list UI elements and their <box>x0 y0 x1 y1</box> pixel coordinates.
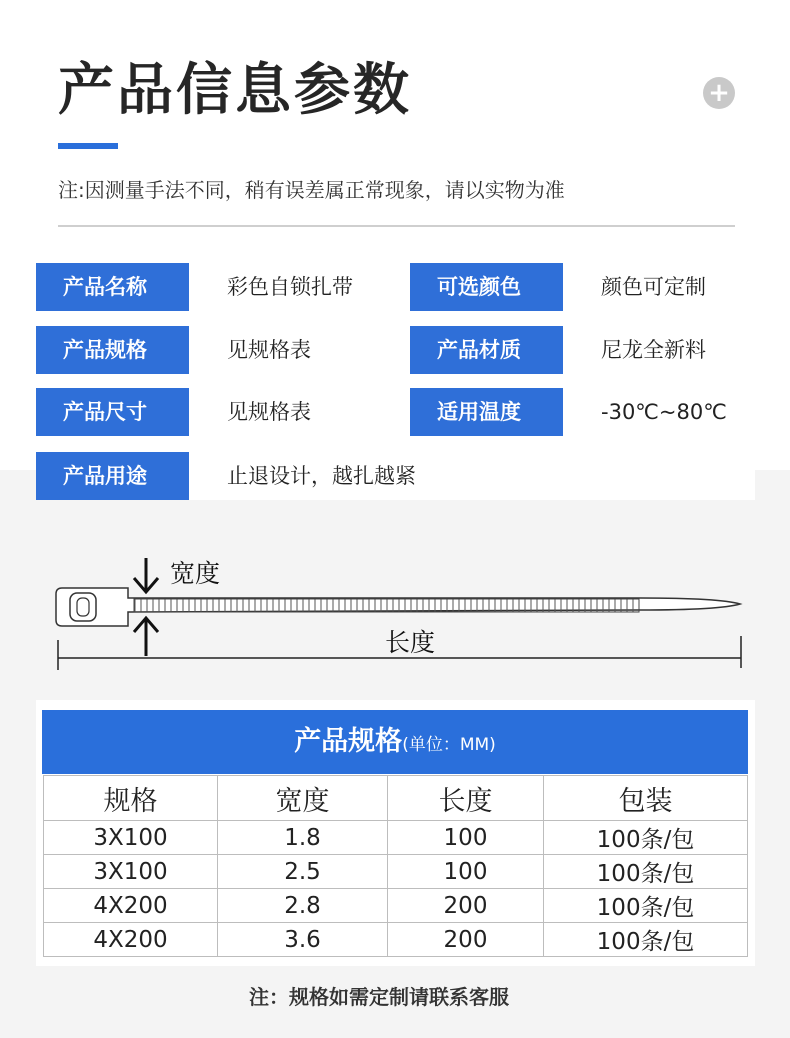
info-label-name: 产品名称 <box>36 263 189 311</box>
spec-table-title: 产品规格 <box>294 726 403 757</box>
column-header-width: 宽度 <box>218 776 388 821</box>
cable-tie-icon <box>56 588 740 626</box>
spec-table-header <box>42 710 748 774</box>
cell-width: 3.6 <box>218 923 388 957</box>
table-row <box>44 821 748 855</box>
page-title: 产品信息参数 <box>58 58 412 123</box>
customization-note: 注：规格如需定制请联系客服 <box>249 985 509 1009</box>
column-header-package: 包装 <box>544 776 748 821</box>
cell-spec: 3X100 <box>44 821 218 855</box>
cable-tie-diagram <box>0 540 790 690</box>
info-value-temperature: -30℃~80℃ <box>563 388 755 436</box>
spec-grid <box>43 775 748 957</box>
title-underline <box>58 143 118 149</box>
cell-length: 200 <box>388 889 544 923</box>
cell-package: 100条/包 <box>544 855 748 889</box>
table-row <box>44 923 748 957</box>
table-header-row <box>44 776 748 821</box>
table-row <box>44 889 748 923</box>
cell-spec: 4X200 <box>44 923 218 957</box>
spec-table-unit: (单位：MM) <box>402 735 496 755</box>
plus-icon[interactable]: + <box>703 77 735 109</box>
width-arrow-up-icon <box>134 618 158 656</box>
cell-package: 100条/包 <box>544 821 748 855</box>
width-arrow-down-icon <box>134 558 158 592</box>
info-value-material: 尼龙全新料 <box>563 326 755 374</box>
cell-length: 200 <box>388 923 544 957</box>
info-label-size: 产品尺寸 <box>36 388 189 436</box>
info-label-usage: 产品用途 <box>36 452 189 500</box>
info-value-name: 彩色自锁扎带 <box>189 263 382 311</box>
info-value-spec: 见规格表 <box>189 326 382 374</box>
cell-package: 100条/包 <box>544 889 748 923</box>
column-header-spec: 规格 <box>44 776 218 821</box>
cell-package: 100条/包 <box>544 923 748 957</box>
divider <box>58 225 735 227</box>
cell-width: 2.8 <box>218 889 388 923</box>
info-label-color: 可选颜色 <box>410 263 563 311</box>
cell-length: 100 <box>388 855 544 889</box>
cell-length: 100 <box>388 821 544 855</box>
spec-table <box>36 700 755 966</box>
width-label: 宽度 <box>170 559 221 588</box>
info-value-size: 见规格表 <box>189 388 382 436</box>
column-header-length: 长度 <box>388 776 544 821</box>
info-label-material: 产品材质 <box>410 326 563 374</box>
info-label-temperature: 适用温度 <box>410 388 563 436</box>
table-row <box>44 855 748 889</box>
info-label-spec: 产品规格 <box>36 326 189 374</box>
cell-spec: 4X200 <box>44 889 218 923</box>
cell-width: 2.5 <box>218 855 388 889</box>
cell-spec: 3X100 <box>44 855 218 889</box>
info-value-color: 颜色可定制 <box>563 263 755 311</box>
info-value-usage: 止退设计，越扎越紧 <box>189 452 755 500</box>
length-label: 长度 <box>385 628 436 657</box>
cell-width: 1.8 <box>218 821 388 855</box>
measurement-note: 注:因测量手法不同，稍有误差属正常现象，请以实物为准 <box>58 178 565 202</box>
